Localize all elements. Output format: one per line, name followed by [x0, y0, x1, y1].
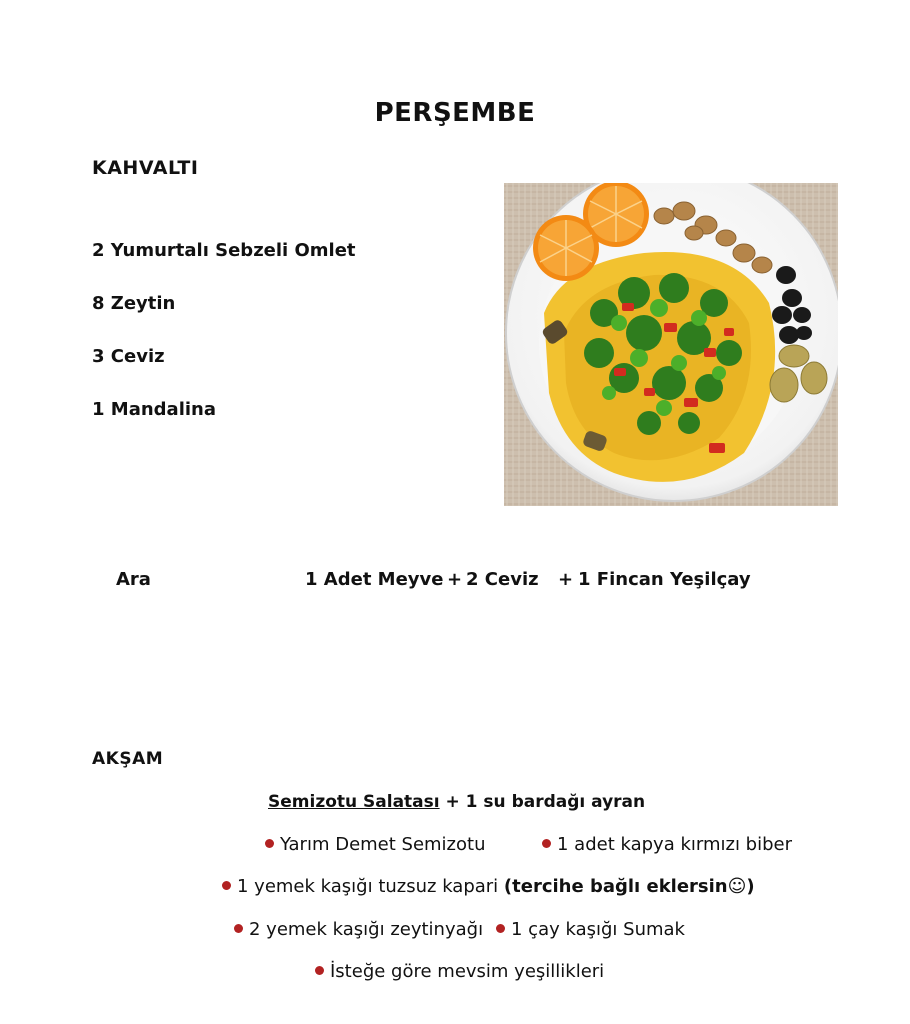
snack-tea: 1 Fincan Yeşilçay	[578, 569, 751, 590]
ingredient-item: 1 adet kapya kırmızı biber	[542, 834, 792, 855]
breakfast-item: 8 Zeytin	[92, 293, 176, 314]
snack-plus: +	[447, 569, 463, 590]
bullet-icon	[315, 966, 324, 975]
breakfast-item: 1 Mandalina	[92, 399, 216, 420]
bullet-icon	[265, 839, 274, 848]
breakfast-heading: KAHVALTI	[92, 157, 199, 179]
bullet-icon	[234, 924, 243, 933]
breakfast-item: 3 Ceviz	[92, 346, 165, 367]
ingredient-item: 2 yemek kaşığı zeytinyağı	[234, 919, 483, 940]
breakfast-photo	[504, 183, 838, 506]
ingredient-item: İsteğe göre mevsim yeşillikleri	[315, 961, 604, 982]
ingredient-item: Yarım Demet Semizotu	[265, 834, 486, 855]
bullet-icon	[222, 881, 231, 890]
ingredient-item: 1 çay kaşığı Sumak	[496, 919, 685, 940]
snack-fruit: 1 Adet Meyve	[305, 569, 444, 590]
dinner-heading: AKŞAM	[92, 749, 164, 769]
ingredient-item: 1 yemek kaşığı tuzsuz kapari (tercihe bağlı eklersin☺)	[222, 876, 755, 897]
bullet-icon	[496, 924, 505, 933]
snack-plus: +	[558, 569, 574, 590]
bullet-icon	[542, 839, 551, 848]
dinner-drink: + 1 su bardağı ayran	[445, 792, 646, 812]
dinner-main-line	[268, 792, 645, 812]
smiley-icon: ☺	[727, 876, 747, 897]
snack-walnut: 2 Ceviz	[466, 569, 539, 590]
dinner-main-dish: Semizotu Salatası	[268, 792, 440, 812]
breakfast-item: 2 Yumurtalı Sebzeli Omlet	[92, 240, 356, 261]
snack-label: Ara	[116, 569, 151, 590]
ingredient-note: (tercihe bağlı eklersin☺)	[503, 876, 755, 897]
page-title: PERŞEMBE	[374, 98, 536, 128]
